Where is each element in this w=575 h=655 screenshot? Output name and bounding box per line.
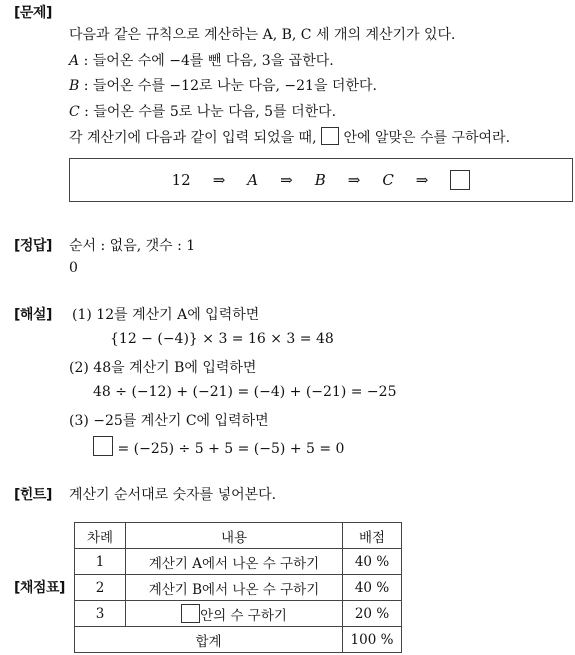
calculator-flow-box <box>69 158 573 202</box>
question-post: 안에 알맞은 수를 구하여라. <box>343 130 511 146</box>
header-content: 내용 <box>126 523 343 549</box>
hint-label: [힌트] <box>14 487 52 503</box>
solution-label: [해설] <box>14 307 52 323</box>
blank-box-icon <box>321 127 339 145</box>
answer-label: [정답] <box>14 238 52 254</box>
row-no: 3 <box>75 601 126 627</box>
total-score: 100 % <box>343 627 402 653</box>
flow-calc-c: C <box>382 171 394 189</box>
question-pre: 각 계산기에 다음과 같이 입력 되었을 때, <box>69 130 317 146</box>
flow-input: 12 <box>171 171 191 189</box>
answer-line-2: 0 <box>69 260 78 276</box>
scoring-label: [채점표] <box>14 580 65 596</box>
solution-eq-2: 48 ÷ (−12) + (−21) = (−4) + (−21) = −25 <box>93 384 397 400</box>
flow-calc-a: A <box>247 171 259 189</box>
table-row <box>75 601 402 627</box>
rule-a-var: A <box>69 53 80 69</box>
row-score: 40 % <box>343 575 402 601</box>
table-header-row <box>75 523 402 549</box>
table-row <box>75 549 402 575</box>
hint-text: 계산기 순서대로 숫자를 넣어본다. <box>69 487 277 503</box>
solution-eq-3-row <box>93 436 344 457</box>
flow-arrow-icon: ⇒ <box>415 171 429 189</box>
rule-c-var: C <box>69 104 80 120</box>
solution-blank-box-icon <box>93 436 113 456</box>
row-content-cell <box>126 601 343 627</box>
rule-b-var: B <box>69 78 80 94</box>
flow-arrow-icon: ⇒ <box>212 171 226 189</box>
table-total-row <box>75 627 402 653</box>
total-label: 합계 <box>75 627 343 653</box>
rule-a <box>69 50 334 70</box>
solution-eq-1: {12 − (−4)} × 3 = 16 × 3 = 48 <box>110 331 334 347</box>
scoring-table <box>74 522 402 653</box>
table-row <box>75 575 402 601</box>
table-blank-box-icon <box>181 604 200 623</box>
rule-c-text: : 들어온 수를 5로 나눈 다음, 5를 더한다. <box>79 104 337 120</box>
row-content: 계산기 A에서 나온 수 구하기 <box>126 549 343 575</box>
solution-step-1: (1) 12를 계산기 A에 입력하면 <box>72 307 260 323</box>
rule-c <box>69 101 336 121</box>
flow-arrow-icon: ⇒ <box>280 171 293 189</box>
row-no: 2 <box>75 575 126 601</box>
flow-blank-box-icon <box>450 170 470 190</box>
rule-a-text: : 들어온 수에 −4를 뺀 다음, 3을 곱한다. <box>79 53 334 69</box>
row-score: 40 % <box>343 549 402 575</box>
problem-intro: 다음과 같은 규칙으로 계산하는 A, B, C 세 개의 계산기가 있다. <box>69 27 456 43</box>
rule-b-text: : 들어온 수를 −12로 나눈 다음, −21을 더한다. <box>79 78 377 94</box>
row-no: 1 <box>75 549 126 575</box>
answer-line-1: 순서 : 없음, 갯수 : 1 <box>69 238 196 254</box>
header-order: 차례 <box>75 523 126 549</box>
solution-eq-3: = (−25) ÷ 5 + 5 = (−5) + 5 = 0 <box>117 441 345 457</box>
flow-arrow-icon: ⇒ <box>347 171 361 189</box>
row-score: 20 % <box>343 601 402 627</box>
row-content: 안의 수 구하기 <box>200 607 287 624</box>
problem-label: [문제] <box>14 5 52 21</box>
row-content: 계산기 B에서 나온 수 구하기 <box>126 575 343 601</box>
header-score: 배점 <box>343 523 402 549</box>
solution-step-2: (2) 48을 계산기 B에 입력하면 <box>69 360 257 376</box>
solution-step-3: (3) −25를 계산기 C에 입력하면 <box>69 413 269 429</box>
flow-calc-b: B <box>314 171 326 189</box>
problem-question <box>69 127 510 147</box>
rule-b <box>69 75 377 95</box>
